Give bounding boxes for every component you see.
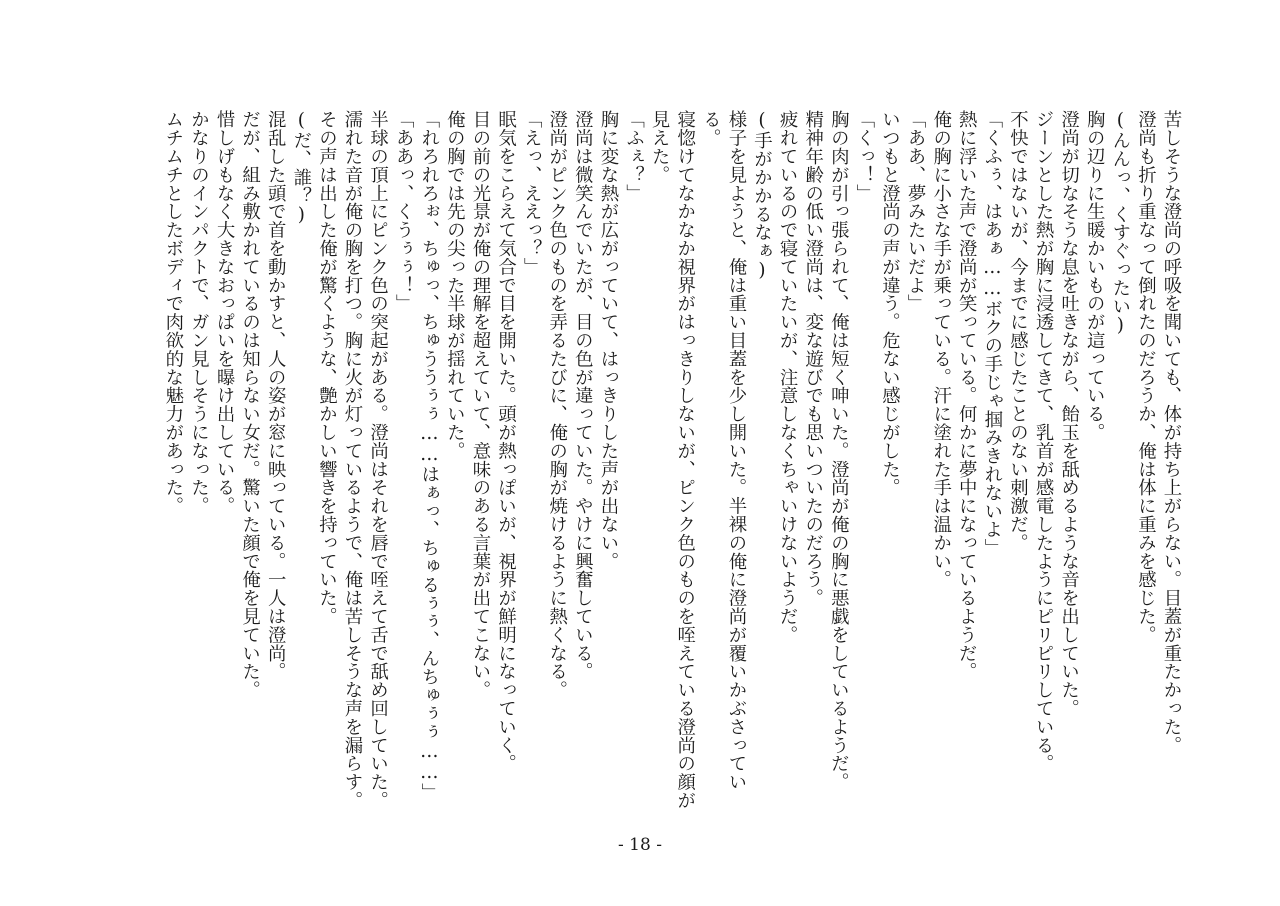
text-line: 惜しげもなく大きなおっぱいを曝け出している。 (214, 110, 236, 515)
text-line: 「ああっ、くうぅぅ！」 (393, 110, 415, 313)
text-line: 胸に変な熱が広がっていて、はっきりした声が出ない。 (597, 110, 619, 570)
vertical-text-body (160, 110, 1184, 810)
text-line: 俺の胸に小さな手が乗っている。汗に塗れた手は温かい。 (930, 110, 952, 589)
text-line: 「えっ、ええっ？」 (521, 110, 543, 276)
text-line: だが、組み敷かれているのは知らない女だ。驚いた顔で俺を見ていた。 (239, 110, 261, 699)
text-line: 様子を見ようと、俺は重い目蓋を少し開いた。半裸の俺に澄尚が覆いかぶさっている。 (700, 110, 747, 791)
text-line: 眠気をこらえて気合で目を開いた。頭が熱っぽいが、視界が鮮明になっていく。 (495, 110, 517, 773)
text-line: 不快ではないが、今までに感じたことのない刺激だ。 (1007, 110, 1029, 552)
text-line: 精神年齢の低い澄尚は、変な遊びでも思いついたのだろう。 (802, 110, 824, 607)
text-line: 「くふぅ、はあぁ……ボクの手じゃ掴みきれないよ」 (981, 110, 1003, 557)
text-line: 澄尚がピンク色のものを弄るたびに、俺の胸が焼けるように熱くなる。 (546, 110, 568, 699)
text-line: 「くっ！」 (853, 110, 875, 202)
text-line: 「れろれろぉ、ちゅっ、ちゅううぅぅ……はぁっ、ちゅるぅぅ、んちゅぅぅ……」 (418, 110, 440, 802)
text-line: (だ、誰？) (290, 110, 312, 226)
text-line: 疲れているので寝ていたいが、注意しなくちゃいけないようだ。 (777, 110, 799, 644)
text-line: (手がかかるなぁ) (751, 110, 773, 281)
text-line: 澄尚は微笑んでいたが、目の色が違っていた。やけに興奮している。 (572, 110, 594, 681)
text-line: 「ふぇ？」 (623, 110, 645, 202)
text-line: 胸の肉が引っ張られて、俺は短く呻いた。澄尚が俺の胸に悪戯をしているようだ。 (828, 110, 850, 791)
text-line: 目の前の光景が俺の理解を超えていて、意味のある言葉が出てこない。 (469, 110, 491, 699)
text-line: かなりのインパクトで、ガン見しそうになった。 (188, 110, 210, 515)
text-line: 澄尚も折り重なって倒れたのだろうか、俺は体に重みを感じた。 (1135, 110, 1157, 644)
text-line: 熱に浮いた声で澄尚が笑っている。何かに夢中になっているようだ。 (956, 110, 978, 681)
text-line: その声は出した俺が驚くような、艶かしい響きを持っていた。 (316, 110, 338, 626)
text-line: ムチムチとしたボディで肉欲的な魅力があった。 (162, 110, 184, 515)
text-line: (んんっ、くすぐったい) (1109, 110, 1131, 336)
text-line: 「ああ、夢みたいだよ」 (905, 110, 927, 313)
text-line: 澄尚が切なそうな息を吐きながら、飴玉を舐めるような音を出していた。 (1058, 110, 1080, 718)
text-line: ジーンとした熱が胸に浸透してきて、乳首が感電したようにピリピリしている。 (1033, 110, 1055, 773)
text-line: 混乱した頭で首を動かすと、人の姿が窓に映っている。一人は澄尚。 (265, 110, 287, 681)
text-line: 胸の辺りに生暖かいものが這っている。 (1084, 110, 1106, 442)
page-number: - 18 - (618, 835, 662, 855)
text-line: 濡れた音が俺の胸を打つ。胸に火が灯っているようで、俺は苦しそうな声を漏らす。 (342, 110, 363, 810)
text-line: 半球の頂上にピンク色の突起がある。澄尚はそれを唇で咥えて舌で舐め回していた。 (367, 110, 389, 810)
text-line: 苦しそうな澄尚の呼吸を聞いても、体が持ち上がらない。目蓋が重たかった。 (1161, 110, 1182, 754)
text-line: 寝惚けてなかなか視界がはっきりしないが、ピンク色のものを咥えている澄尚の顔が見えた。 (649, 110, 696, 810)
text-line: いつもと澄尚の声が違う。危ない感じがした。 (879, 110, 901, 497)
text-line: 俺の胸では先の尖った半球が揺れていた。 (444, 110, 466, 460)
